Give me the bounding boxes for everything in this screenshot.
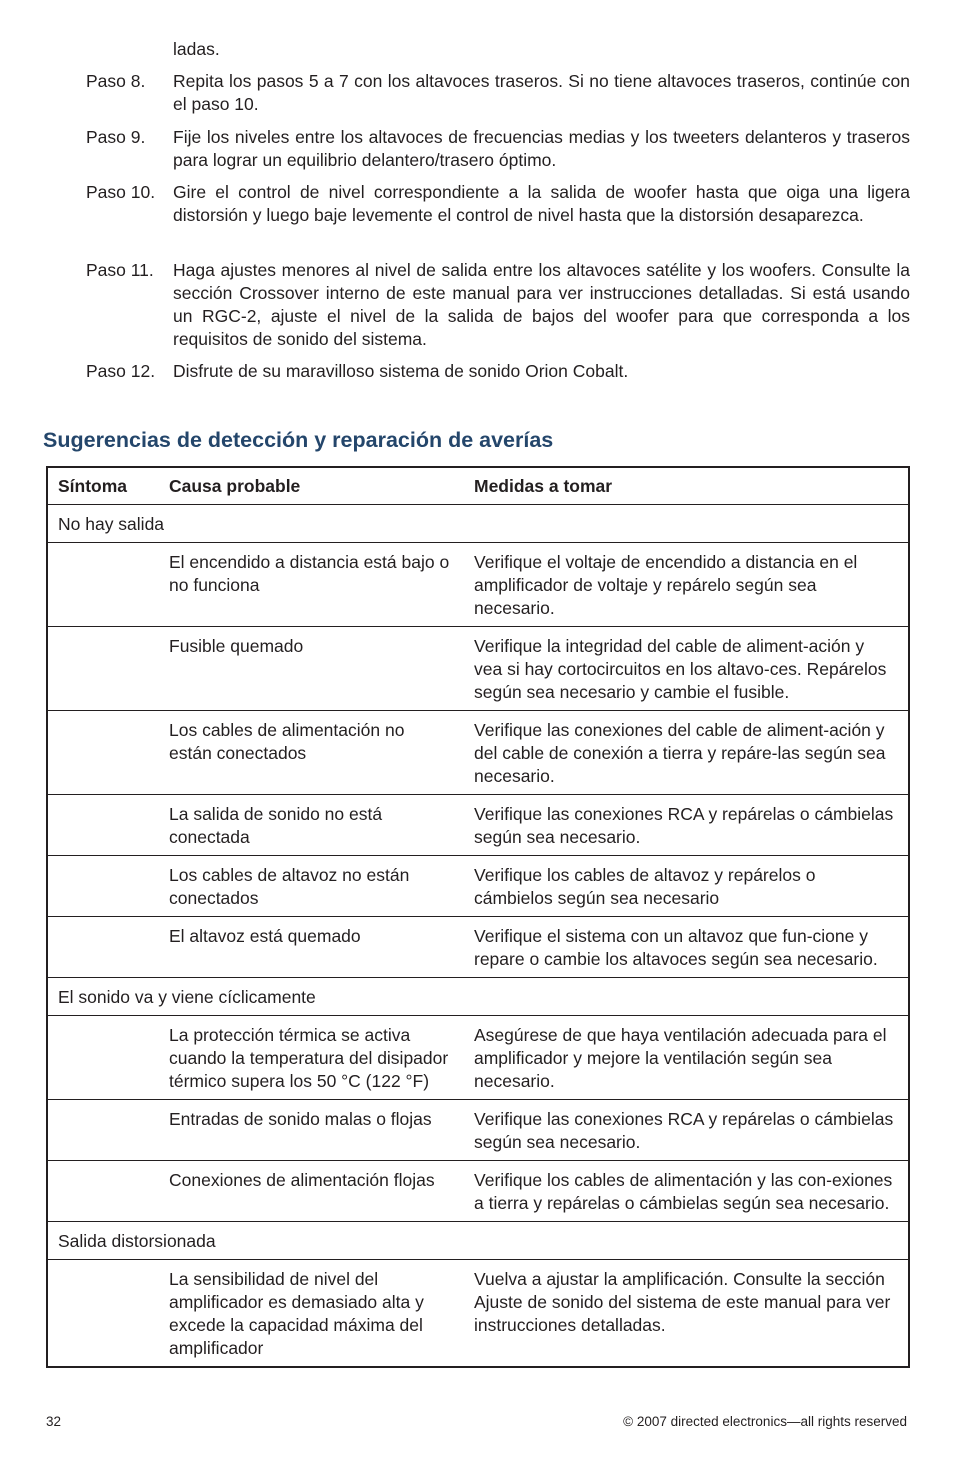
header-cause: Causa probable — [159, 467, 464, 505]
cause-cell: Fusible quemado — [159, 627, 464, 711]
step-item — [86, 259, 910, 351]
page-number: 32 — [46, 1414, 62, 1429]
section-title: Sugerencias de detección y reparación de averías — [43, 428, 554, 452]
cause-cell: Los cables de alimentación no están conectados — [159, 711, 464, 795]
step-text: Gire el control de nivel correspondiente a la salida de woofer hasta que oiga una ligera distorsión y luego baje levemente el control de nivel hasta que la distorsión desaparezca. — [173, 182, 910, 225]
empty-cell — [47, 917, 159, 978]
step-item — [86, 70, 910, 116]
action-cell: Verifique la integridad del cable de aliment-ación y vea si hay cortocircuitos en los altavo-ces. Repárelos según sea necesario y cambie el fusible. — [464, 627, 909, 711]
step-label: Paso 10. — [86, 182, 156, 202]
troubleshooting-table — [46, 466, 910, 1368]
empty-cell — [47, 1260, 159, 1368]
header-symptom: Síntoma — [47, 467, 159, 505]
step-text: Repita los pasos 5 a 7 con los altavoces traseros. Si no tiene altavoces traseros, continúe con el paso 10. — [173, 71, 910, 114]
table-row — [47, 1161, 909, 1222]
symptom-row — [47, 505, 909, 543]
cause-cell: Los cables de altavoz no están conectados — [159, 856, 464, 917]
step-item — [86, 360, 910, 383]
action-cell: Verifique las conexiones RCA y repárelas o cámbielas según sea necesario. — [464, 1100, 909, 1161]
table-row — [47, 627, 909, 711]
empty-cell — [47, 1161, 159, 1222]
header-action: Medidas a tomar — [464, 467, 909, 505]
action-cell: Vuelva a ajustar la amplificación. Consulte la sección Ajuste de sonido del sistema de este manual para ver instrucciones detalladas. — [464, 1260, 909, 1368]
cause-cell: La protección térmica se activa cuando la temperatura del disipador térmico supera los 50 °C (122 °F) — [159, 1016, 464, 1100]
table-header-row — [47, 467, 909, 505]
action-cell: Asegúrese de que haya ventilación adecuada para el amplificador y mejore la ventilación según sea necesario. — [464, 1016, 909, 1100]
action-cell: Verifique el sistema con un altavoz que fun-cione y repare o cambie los altavoces según sea necesario. — [464, 917, 909, 978]
step-label: Paso 11. — [86, 260, 154, 280]
table-row — [47, 1260, 909, 1368]
table-row — [47, 1016, 909, 1100]
action-cell: Verifique las conexiones del cable de aliment-ación y del cable de conexión a tierra y repáre-las según sea necesario. — [464, 711, 909, 795]
symptom-row — [47, 978, 909, 1016]
empty-cell — [47, 1100, 159, 1161]
step-item — [86, 126, 910, 172]
step-item — [86, 181, 910, 227]
table-row — [47, 711, 909, 795]
symptom-row — [47, 1222, 909, 1260]
cause-cell: La salida de sonido no está conectada — [159, 795, 464, 856]
step-label: Paso 8. — [86, 71, 146, 91]
action-cell: Verifique los cables de altavoz y repárelos o cámbielos según sea necesario — [464, 856, 909, 917]
step-text: Haga ajustes menores al nivel de salida entre los altavoces satélite y los woofers. Consulte la sección Crossover interno de este manual para ver instrucciones detalladas. Si está usando un RGC-2, ajuste el nivel de la salida de bajos del woofer para que corresponda a los requisitos de sonido del sistema. — [173, 260, 910, 349]
symptom-label: El sonido va y viene cíclicamente — [47, 978, 909, 1016]
cause-cell: Entradas de sonido malas o flojas — [159, 1100, 464, 1161]
table-row — [47, 795, 909, 856]
table-row — [47, 856, 909, 917]
copyright-notice: © 2007 directed electronics—all rights reserved — [623, 1414, 907, 1429]
empty-cell — [47, 543, 159, 627]
cause-cell: La sensibilidad de nivel del amplificador es demasiado alta y excede la capacidad máxima del amplificador — [159, 1260, 464, 1368]
cause-cell: El altavoz está quemado — [159, 917, 464, 978]
table-row — [47, 1100, 909, 1161]
empty-cell — [47, 1016, 159, 1100]
step-text: Disfrute de su maravilloso sistema de sonido Orion Cobalt. — [173, 361, 629, 381]
step-label: Paso 12. — [86, 361, 156, 381]
cause-cell: El encendido a distancia está bajo o no funciona — [159, 543, 464, 627]
empty-cell — [47, 856, 159, 917]
step-label: Paso 9. — [86, 127, 146, 147]
empty-cell — [47, 795, 159, 856]
step-text: Fije los niveles entre los altavoces de frecuencias medias y los tweeters delanteros y traseros para lograr un equilibrio delantero/trasero óptimo. — [173, 127, 910, 170]
action-cell: Verifique los cables de alimentación y las con-exiones a tierra y repárelas o cámbielas según sea necesario. — [464, 1161, 909, 1222]
empty-cell — [47, 627, 159, 711]
action-cell: Verifique el voltaje de encendido a distancia en el amplificador de voltaje y repárelo según sea necesario. — [464, 543, 909, 627]
symptom-label: Salida distorsionada — [47, 1222, 909, 1260]
table-row — [47, 543, 909, 627]
table-row — [47, 917, 909, 978]
step-continuation-text: ladas. — [173, 39, 220, 59]
cause-cell: Conexiones de alimentación flojas — [159, 1161, 464, 1222]
action-cell: Verifique las conexiones RCA y repárelas o cámbielas según sea necesario. — [464, 795, 909, 856]
symptom-label: No hay salida — [47, 505, 909, 543]
empty-cell — [47, 711, 159, 795]
